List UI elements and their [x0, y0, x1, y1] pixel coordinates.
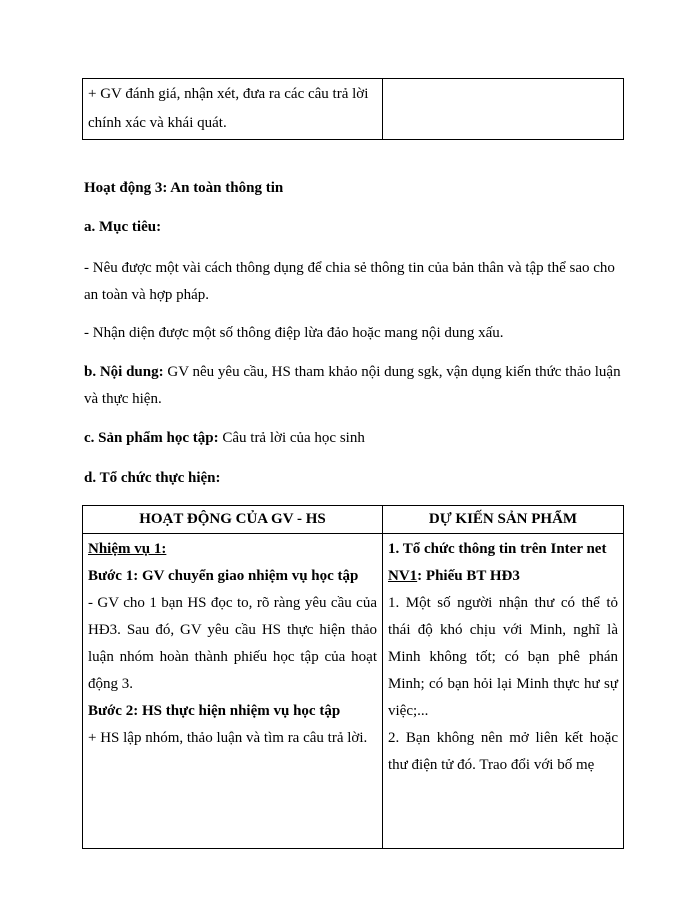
header-teacher-student: HOẠT ĐỘNG CỦA GV - HS [83, 506, 383, 534]
nv1-label: NV1 [388, 568, 418, 584]
activity-cell [83, 534, 383, 849]
table-header-row [83, 506, 624, 534]
previous-activity-table [82, 78, 624, 140]
product-title: 1. Tổ chức thông tin trên Inter net [388, 541, 607, 557]
teacher-evaluation-cell: + GV đánh giá, nhận xét, đưa ra các câu trả lời chính xác và khái quát. [83, 79, 383, 140]
step1-text: - GV cho 1 bạn HS đọc to, rõ ràng yêu cầu của HĐ3. Sau đó, GV yêu cầu HS thực hiện thảo luận nhóm hoàn thành phiếu học tập của hoạt động 3. [88, 595, 377, 692]
product-label: c. Sản phẩm học tập: [84, 430, 219, 446]
header-expected-product: DỰ KIẾN SẢN PHẨM [383, 506, 624, 534]
step1-label: Bước 1: GV chuyển giao nhiệm vụ học tập [88, 568, 359, 584]
content-text: GV nêu yêu cầu, HS tham khảo nội dung sgk, vận dụng kiến thức thảo luận và thực hiện. [84, 364, 621, 407]
answer-2: 2. Bạn không nên mở liên kết hoặc thư điện tử đó. Trao đổi với bố mẹ [388, 730, 618, 773]
step2-label: Bước 2: HS thực hiện nhiệm vụ học tập [88, 703, 341, 719]
product-cell [383, 534, 624, 849]
organization-label: d. Tổ chức thực hiện: [84, 470, 221, 486]
worksheet-label [388, 563, 618, 590]
content-paragraph [84, 359, 624, 413]
table-row [83, 534, 624, 849]
answer-1: 1. Một số người nhận thư có thể tỏ thái độ khó chịu với Minh, nghĩ là Minh không tốt; có bạn phê phán Minh; có bạn hỏi lại Minh thực hư sự việc;... [388, 595, 618, 719]
objective-item-2: - Nhận diện được một số thông điệp lừa đảo hoặc mang nội dung xấu. [84, 325, 504, 341]
objective-item-1: - Nêu được một vài cách thông dụng để chia sẻ thông tin của bản thân và tập thể sao cho an toàn và hợp pháp. [84, 260, 615, 303]
task-label: Nhiệm vụ 1: [88, 541, 167, 557]
product-paragraph [84, 425, 624, 452]
empty-product-cell [383, 79, 624, 140]
product-text: Câu trả lời của học sinh [218, 430, 365, 446]
content-label: b. Nội dung: [84, 364, 164, 380]
nv1-rest: : Phiếu BT HĐ3 [417, 568, 520, 584]
activity-table [82, 505, 624, 849]
activity-heading: Hoạt động 3: An toàn thông tin [84, 180, 284, 196]
objective-label: a. Mục tiêu: [84, 219, 162, 235]
step2-text: + HS lập nhóm, thảo luận và tìm ra câu trả lời. [88, 730, 368, 746]
table-row [83, 79, 624, 140]
